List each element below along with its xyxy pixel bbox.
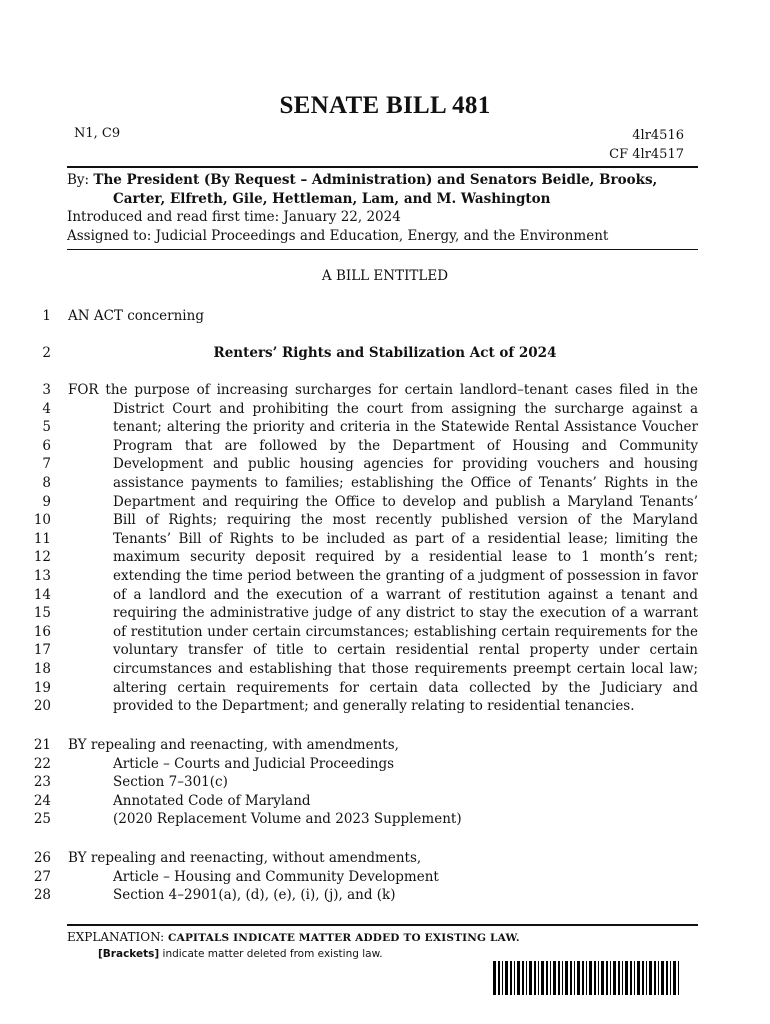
- barcode-bar: [670, 961, 671, 995]
- barcode-bar: [610, 961, 611, 995]
- barcode-bar: [630, 961, 632, 995]
- line-text: voluntary transfer of title to certain residential rental property under certain: [113, 642, 698, 659]
- meta-divider: [67, 249, 698, 250]
- sponsors: [67, 171, 698, 209]
- barcode-bar: [601, 961, 604, 995]
- line-text: Article – Housing and Community Development: [113, 868, 439, 885]
- bill-line: [0, 886, 770, 905]
- line-text: provided to the Department; and generally relating to residential tenancies.: [113, 698, 635, 715]
- line-number: 20: [33, 698, 51, 715]
- line-number: 19: [33, 679, 51, 696]
- barcode-bar: [678, 961, 679, 995]
- bill-line: [0, 437, 770, 456]
- bill-line: [0, 530, 770, 549]
- barcode-bar: [502, 961, 503, 995]
- explanation-note: [67, 930, 520, 944]
- bill-line: [0, 344, 770, 363]
- barcode-bar: [634, 961, 635, 995]
- line-text: requiring the administrative judge of any district to stay the execution of a warrant: [113, 605, 698, 622]
- barcode-bar: [673, 961, 676, 995]
- barcode-bar: [546, 961, 548, 995]
- short-title: Renters’ Rights and Stabilization Act of 2024: [213, 345, 557, 361]
- barcode-bar: [666, 961, 668, 995]
- barcode-bar: [510, 961, 512, 995]
- barcode-bar: [649, 961, 652, 995]
- line-number: 28: [33, 887, 51, 904]
- bill-line: [0, 773, 770, 792]
- line-text: tenant; altering the priority and criteria in the Statewide Rental Assistance Voucher: [113, 419, 698, 436]
- line-text: Section 7–301(c): [113, 774, 228, 791]
- sponsor-line-2: Carter, Elfreth, Gile, Hettleman, Lam, and M. Washington: [113, 191, 551, 207]
- line-number: 7: [42, 456, 51, 473]
- line-text: altering certain requirements for certain data collected by the Judiciary and: [113, 679, 698, 696]
- bill-line: [0, 604, 770, 623]
- barcode-bar: [586, 961, 587, 995]
- explanation-label: EXPLANATION:: [67, 930, 165, 944]
- line-text: District Court and prohibiting the court from assigning the surcharge against a: [113, 400, 698, 417]
- barcode-bar: [574, 961, 575, 995]
- barcode-bar: [618, 961, 620, 995]
- bill-line: [0, 493, 770, 512]
- line-text: Program that are followed by the Department of Housing and Community: [113, 437, 698, 454]
- barcode-bar: [529, 961, 532, 995]
- line-text: extending the time period between the granting of a judgment of possession in favor: [113, 568, 698, 584]
- line-number: 27: [33, 868, 51, 885]
- line-text: BY repealing and reenacting, without amendments,: [68, 850, 422, 866]
- line-number: 9: [42, 493, 51, 510]
- footer-divider: [67, 924, 698, 926]
- line-text: Section 4–2901(a), (d), (e), (i), (j), and (k): [113, 887, 396, 904]
- line-text: Tenants’ Bill of Rights to be included as part of a residential lease; limiting the: [113, 530, 698, 547]
- barcode-bar: [493, 961, 496, 995]
- bill-line: [0, 623, 770, 642]
- line-text: FOR the purpose of increasing surcharges for certain landlord–tenant cases filed in the: [68, 382, 698, 398]
- barcode-bar: [646, 961, 647, 995]
- bill-line: [0, 400, 770, 419]
- subject-codes: N1, C9: [74, 126, 121, 141]
- bill-line: [0, 697, 770, 716]
- line-number: 15: [33, 605, 51, 622]
- barcode-bar: [598, 961, 599, 995]
- line-text: of restitution under certain circumstances; establishing certain requirements for the: [113, 623, 698, 640]
- line-number: 6: [42, 437, 51, 454]
- bill-line: [0, 474, 770, 493]
- barcode-bar: [661, 961, 664, 995]
- bill-line: [0, 511, 770, 530]
- bill-title: SENATE BILL 481: [279, 92, 491, 119]
- bill-line: [0, 660, 770, 679]
- barcode-bar: [514, 961, 515, 995]
- draft-codes: [609, 126, 684, 164]
- line-number: 25: [33, 811, 51, 828]
- line-number: 16: [33, 623, 51, 640]
- barcode-bar: [526, 961, 527, 995]
- bill-line: [0, 548, 770, 567]
- brackets-label: [Brackets]: [98, 948, 160, 960]
- barcode-bar: [550, 961, 551, 995]
- line-number: 22: [33, 755, 51, 772]
- barcode-bar: [622, 961, 623, 995]
- line-number: 21: [33, 737, 51, 753]
- line-number: 23: [33, 774, 51, 791]
- barcode-bar: [577, 961, 580, 995]
- bill-line: [0, 679, 770, 698]
- barcode-bar: [538, 961, 539, 995]
- line-text: Development and public housing agencies for providing vouchers and housing: [113, 456, 698, 473]
- line-text: maximum security deposit required by a residential lease to 1 month’s rent;: [113, 549, 698, 566]
- line-text: circumstances and establishing that those requirements preempt certain local law;: [113, 661, 698, 677]
- bill-line: [0, 810, 770, 829]
- header-divider: [67, 166, 698, 168]
- barcode-bar: [589, 961, 592, 995]
- bill-line: [0, 455, 770, 474]
- line-text: BY repealing and reenacting, with amendments,: [68, 737, 399, 753]
- line-number: 8: [42, 475, 51, 491]
- barcode-bar: [553, 961, 556, 995]
- bill-line: [0, 792, 770, 811]
- line-number: 14: [33, 586, 51, 603]
- line-text: AN ACT concerning: [68, 308, 204, 324]
- line-text: Department and requiring the Office to develop and publish a Maryland Tenants’: [113, 493, 698, 510]
- barcode-bar: [625, 961, 628, 995]
- line-number: 10: [33, 512, 51, 529]
- bill-line: [0, 567, 770, 586]
- bill-line: [0, 381, 770, 400]
- barcode-bar: [498, 961, 500, 995]
- brackets-text: indicate matter deleted from existing law.: [159, 948, 383, 960]
- bill-line: [0, 868, 770, 887]
- draft-code: 4lr4516: [632, 128, 684, 143]
- barcode-bar: [613, 961, 616, 995]
- bill-line: [0, 586, 770, 605]
- line-number: 4: [42, 400, 51, 417]
- barcode-bar: [654, 961, 656, 995]
- line-number: 12: [33, 549, 51, 566]
- barcode-bar: [562, 961, 563, 995]
- barcode-bar: [505, 961, 508, 995]
- line-text: Annotated Code of Maryland: [113, 792, 311, 809]
- bill-line: [0, 307, 770, 326]
- bill-line: [0, 755, 770, 774]
- sponsor-line-1: The President (By Request – Administration) and Senators Beidle, Brooks,: [93, 172, 658, 188]
- line-number: 13: [33, 568, 51, 584]
- barcode-bar: [594, 961, 596, 995]
- barcode-bar: [606, 961, 608, 995]
- line-number: 5: [42, 419, 51, 436]
- assigned-committees: Assigned to: Judicial Proceedings and Education, Energy, and the Environment: [67, 228, 609, 244]
- line-number: 11: [33, 530, 51, 547]
- barcode-bar: [658, 961, 659, 995]
- line-text: (2020 Replacement Volume and 2023 Supplement): [113, 811, 462, 828]
- line-number: 2: [42, 345, 51, 361]
- barcode-image: [493, 961, 679, 995]
- line-number: 24: [33, 792, 51, 809]
- explanation-capitals: CAPITALS INDICATE MATTER ADDED TO EXISTING LAW.: [168, 932, 520, 944]
- line-text: of a landlord and the execution of a warrant of restitution against a tenant and: [113, 586, 698, 603]
- bill-entitled-heading: A BILL ENTITLED: [321, 268, 449, 284]
- line-number: 18: [33, 661, 51, 677]
- line-text: Article – Courts and Judicial Proceedings: [113, 755, 395, 772]
- bill-line: [0, 641, 770, 660]
- explanation-brackets: [98, 948, 383, 960]
- barcode-bar: [570, 961, 572, 995]
- barcode-bar: [565, 961, 568, 995]
- line-text: assistance payments to families; establishing the Office of Tenants’ Rights in the: [113, 475, 698, 491]
- barcode-bar: [642, 961, 644, 995]
- barcode-bar: [582, 961, 584, 995]
- line-text: Bill of Rights; requiring the most recently published version of the Maryland: [113, 512, 698, 529]
- bill-line: [0, 849, 770, 868]
- bill-line: [0, 736, 770, 755]
- cross-file-code: CF 4lr4517: [609, 147, 684, 162]
- barcode-bar: [637, 961, 640, 995]
- barcode-bar: [517, 961, 520, 995]
- line-number: 26: [33, 850, 51, 866]
- line-number: 3: [42, 382, 51, 398]
- introduced-date: Introduced and read first time: January 22, 2024: [67, 209, 401, 225]
- line-number: 17: [33, 642, 51, 659]
- barcode-bar: [534, 961, 536, 995]
- barcode-bar: [522, 961, 524, 995]
- barcode-bar: [541, 961, 544, 995]
- bill-line: [0, 418, 770, 437]
- by-label: By:: [67, 172, 90, 188]
- line-number: 1: [42, 308, 51, 324]
- barcode-bar: [558, 961, 560, 995]
